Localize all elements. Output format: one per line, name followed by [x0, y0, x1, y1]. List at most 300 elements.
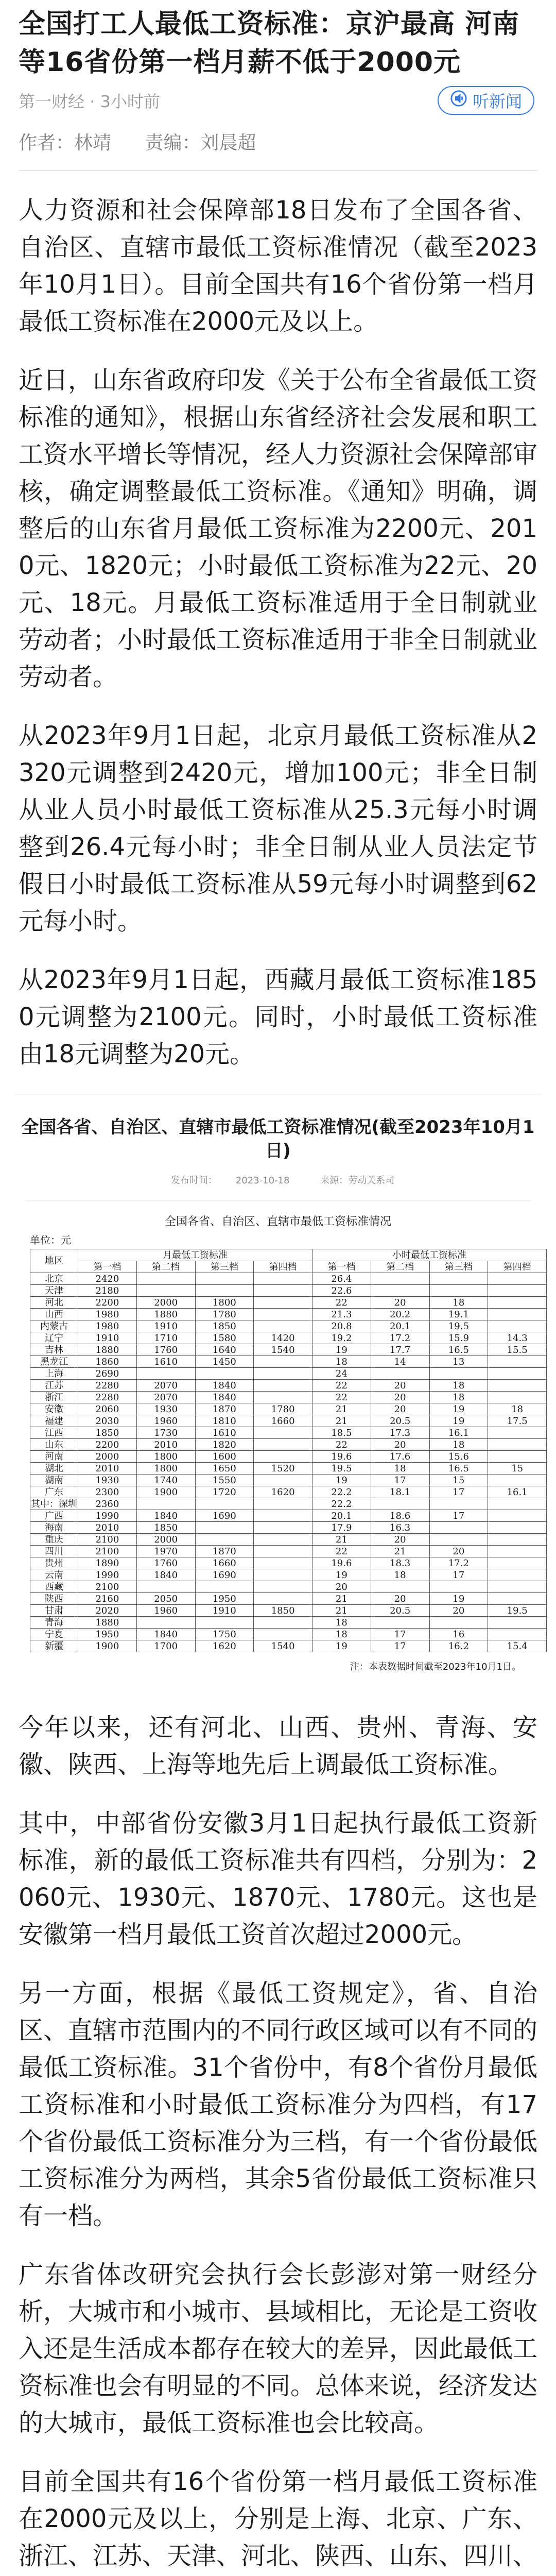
wage-cell: 2280 — [78, 1380, 137, 1392]
wage-cell — [488, 1285, 547, 1297]
wage-cell — [195, 1368, 254, 1380]
wage-cell: 2180 — [78, 1285, 137, 1297]
table-row — [30, 1463, 547, 1475]
wage-cell: 15.4 — [488, 1640, 547, 1652]
meta-separator: · — [90, 92, 95, 111]
col-tier: 第四档 — [254, 1261, 312, 1273]
wage-cell: 18 — [429, 1392, 488, 1403]
wage-cell: 19.2 — [312, 1332, 371, 1344]
wage-cell — [371, 1617, 429, 1629]
wage-cell: 1730 — [136, 1427, 195, 1439]
table-row — [30, 1640, 547, 1652]
wage-cell: 17 — [371, 1475, 429, 1486]
wage-cell: 21.3 — [312, 1309, 371, 1320]
table-unit: 单位：元 — [30, 1234, 71, 1246]
wage-cell — [371, 1581, 429, 1593]
wage-cell — [254, 1617, 312, 1629]
wage-cell — [488, 1309, 547, 1320]
table-row — [30, 1498, 547, 1510]
wage-cell: 19.6 — [312, 1557, 371, 1569]
wage-cell: 15.6 — [429, 1451, 488, 1463]
table-row — [30, 1285, 547, 1297]
wage-cell — [254, 1273, 312, 1285]
region-cell: 河北 — [30, 1297, 78, 1309]
col-tier: 第三档 — [195, 1261, 254, 1273]
wage-cell — [488, 1569, 547, 1581]
wage-cell: 18 — [429, 1380, 488, 1392]
wage-cell — [254, 1368, 312, 1380]
wage-cell: 1540 — [254, 1640, 312, 1652]
wage-cell: 20 — [371, 1392, 429, 1403]
table-row — [30, 1475, 547, 1486]
wage-cell — [195, 1498, 254, 1510]
wage-cell: 1840 — [136, 1569, 195, 1581]
wage-cell — [254, 1297, 312, 1309]
table-row — [30, 1273, 547, 1285]
wage-cell — [429, 1285, 488, 1297]
wage-cell: 1980 — [78, 1309, 137, 1320]
wage-cell — [254, 1285, 312, 1297]
table-row — [30, 1380, 547, 1392]
table-row — [30, 1309, 547, 1320]
region-cell: 山西 — [30, 1309, 78, 1320]
wage-cell: 2000 — [78, 1451, 137, 1463]
wage-cell — [488, 1546, 547, 1557]
wage-cell: 20 — [371, 1297, 429, 1309]
wage-cell: 17.5 — [488, 1415, 547, 1427]
wage-cell: 20 — [371, 1593, 429, 1605]
wage-cell: 1880 — [136, 1309, 195, 1320]
wage-cell — [488, 1629, 547, 1640]
wage-cell: 2200 — [78, 1297, 137, 1309]
wage-cell — [488, 1392, 547, 1403]
wage-cell — [429, 1617, 488, 1629]
wage-cell: 2020 — [78, 1605, 137, 1617]
wage-cell — [488, 1451, 547, 1463]
region-cell: 重庆 — [30, 1534, 78, 1546]
wage-cell — [488, 1581, 547, 1593]
article-meta — [19, 87, 537, 114]
author: 作者：林靖 — [19, 132, 112, 154]
wage-cell — [195, 1534, 254, 1546]
wage-cell: 1990 — [78, 1510, 137, 1522]
wage-cell: 1850 — [195, 1320, 254, 1332]
publish-label: 发布时间： — [170, 1175, 217, 1186]
wage-cell — [488, 1380, 547, 1392]
wage-cell: 1950 — [195, 1593, 254, 1605]
region-cell: 宁夏 — [30, 1629, 78, 1640]
wage-cell: 1650 — [195, 1463, 254, 1475]
region-cell: 山东 — [30, 1439, 78, 1451]
wage-cell: 1980 — [78, 1320, 137, 1332]
wage-table-image[interactable] — [14, 1094, 542, 1673]
wage-cell: 17 — [371, 1640, 429, 1652]
wage-cell: 21 — [312, 1415, 371, 1427]
region-cell: 福建 — [30, 1415, 78, 1427]
table-row — [30, 1629, 547, 1640]
wage-cell: 26.4 — [312, 1273, 371, 1285]
wage-cell — [195, 1581, 254, 1593]
wage-cell: 1740 — [136, 1475, 195, 1486]
wage-cell: 1900 — [78, 1640, 137, 1652]
col-tier: 第一档 — [78, 1261, 137, 1273]
wage-cell: 1800 — [136, 1451, 195, 1463]
table-row — [30, 1368, 547, 1380]
wage-cell: 1600 — [195, 1451, 254, 1463]
listen-news-button[interactable] — [438, 86, 534, 115]
wage-cell: 1760 — [136, 1557, 195, 1569]
paragraph: 其中，中部省份安徽3月1日起执行最低工资新标准，新的最低工资标准共有四档，分别为：2060元、1930元、1870元、1780元。这也是安徽第一档月最低工资首次超过2000元。 — [19, 1809, 537, 1949]
wage-cell: 18.6 — [371, 1510, 429, 1522]
wage-cell — [488, 1498, 547, 1510]
wage-cell — [136, 1581, 195, 1593]
wage-cell — [371, 1273, 429, 1285]
wage-cell: 20 — [312, 1581, 371, 1593]
wage-cell — [254, 1392, 312, 1403]
wage-cell: 20.2 — [371, 1309, 429, 1320]
wage-cell — [371, 1368, 429, 1380]
wage-cell: 15.5 — [488, 1344, 547, 1356]
table-row — [30, 1534, 547, 1546]
wage-cell — [254, 1522, 312, 1534]
wage-cell: 1550 — [195, 1475, 254, 1486]
wage-cell — [254, 1546, 312, 1557]
paragraph: 人力资源和社会保障部18日发布了全国各省、自治区、直辖市最低工资标准情况（截至2023年10月1日）。目前全国共有16个省份第一档月最低工资标准在2000元及以上。 — [19, 196, 537, 336]
wage-cell: 1750 — [195, 1629, 254, 1640]
wage-cell: 16.5 — [429, 1344, 488, 1356]
region-cell: 吉林 — [30, 1344, 78, 1356]
paragraph: 另一方面，根据《最低工资规定》，省、自治区、直辖市范围内的不同行政区域可以有不同的最低工资标准。31个省份中，有8个省份月最低工资标准和小时最低工资标准分为四档，有17个省份最低工资标准分为三档，有一个省份最低工资标准分为两档，其余5省份最低工资标准只有一档。 — [19, 1979, 538, 2230]
wage-cell — [429, 1273, 488, 1285]
wage-cell: 17.9 — [312, 1522, 371, 1534]
wage-cell: 1910 — [78, 1332, 137, 1344]
wage-cell: 19 — [312, 1569, 371, 1581]
wage-cell: 18.1 — [371, 1486, 429, 1498]
author-line — [19, 132, 537, 155]
wage-cell: 1850 — [78, 1427, 137, 1439]
wage-cell: 1660 — [195, 1557, 254, 1569]
wage-cell: 1970 — [136, 1546, 195, 1557]
col-tier: 第四档 — [488, 1261, 547, 1273]
wage-cell — [488, 1557, 547, 1569]
wage-cell: 1660 — [254, 1415, 312, 1427]
table-row — [30, 1617, 547, 1629]
wage-cell: 1870 — [195, 1403, 254, 1415]
table-row — [30, 1451, 547, 1463]
wage-cell: 20.1 — [312, 1510, 371, 1522]
col-tier: 第一档 — [312, 1261, 371, 1273]
table-row — [30, 1320, 547, 1332]
wage-cell: 16.2 — [429, 1640, 488, 1652]
wage-cell: 21 — [312, 1605, 371, 1617]
table-row — [30, 1344, 547, 1356]
wage-cell: 2360 — [78, 1498, 137, 1510]
paragraph: 广东省体改研究会执行会长彭澎对第一财经分析，大城市和小城市、县域相比，无论是工资收入还是生活成本都存在较大的差异，因此最低工资标准也会有明显的不同。总体来说，经济发达的大城市，最低工资标准也会比较高。 — [19, 2260, 538, 2437]
table-row — [30, 1546, 547, 1557]
wage-cell: 2000 — [136, 1534, 195, 1546]
region-cell: 湖北 — [30, 1463, 78, 1475]
col-tier: 第三档 — [429, 1261, 488, 1273]
wage-cell — [371, 1285, 429, 1297]
wage-cell: 21 — [371, 1546, 429, 1557]
wage-table-body — [30, 1273, 547, 1652]
wage-cell: 1840 — [195, 1392, 254, 1403]
col-tier: 第二档 — [136, 1261, 195, 1273]
region-cell: 甘肃 — [30, 1605, 78, 1617]
wage-cell: 1620 — [254, 1486, 312, 1498]
wage-cell — [488, 1320, 547, 1332]
wage-cell: 2060 — [78, 1403, 137, 1415]
wage-cell: 17 — [429, 1486, 488, 1498]
wage-cell: 1620 — [195, 1640, 254, 1652]
wage-cell: 18 — [371, 1463, 429, 1475]
paragraph: 从2023年9月1日起，西藏月最低工资标准1850元调整为2100元。同时，小时最低工资标准由18元调整为20元。 — [19, 965, 537, 1069]
wage-cell — [371, 1498, 429, 1510]
wage-cell: 1610 — [195, 1427, 254, 1439]
region-cell: 北京 — [30, 1273, 78, 1285]
wage-cell — [488, 1617, 547, 1629]
wage-cell: 2030 — [78, 1415, 137, 1427]
wage-cell — [429, 1522, 488, 1534]
wage-cell: 1710 — [136, 1332, 195, 1344]
wage-cell: 1860 — [78, 1356, 137, 1368]
wage-cell — [488, 1439, 547, 1451]
table-row — [30, 1392, 547, 1403]
wage-cell — [488, 1593, 547, 1605]
wage-cell: 1840 — [136, 1629, 195, 1640]
wage-cell: 1850 — [136, 1522, 195, 1534]
wage-cell: 19 — [429, 1403, 488, 1415]
table-row — [30, 1510, 547, 1522]
region-cell: 陕西 — [30, 1593, 78, 1605]
wage-cell: 1990 — [78, 1569, 137, 1581]
table-row — [30, 1557, 547, 1569]
wage-table — [30, 1249, 547, 1652]
wage-cell: 22.2 — [312, 1486, 371, 1498]
table-row — [30, 1403, 547, 1415]
wage-cell: 2200 — [78, 1439, 137, 1451]
region-cell: 四川 — [30, 1546, 78, 1557]
wage-cell — [254, 1629, 312, 1640]
wage-cell: 1780 — [254, 1403, 312, 1415]
wage-cell: 17.7 — [371, 1344, 429, 1356]
wage-cell: 21 — [312, 1534, 371, 1546]
region-cell: 内蒙古 — [30, 1320, 78, 1332]
wage-cell: 1850 — [254, 1605, 312, 1617]
wage-cell — [488, 1522, 547, 1534]
wage-cell: 1760 — [136, 1344, 195, 1356]
wage-cell — [195, 1522, 254, 1534]
wage-cell: 19.1 — [429, 1309, 488, 1320]
wage-cell: 1960 — [136, 1415, 195, 1427]
wage-cell: 2280 — [78, 1392, 137, 1403]
paragraph: 今年以来，还有河北、山西、贵州、青海、安徽、陕西、上海等地先后上调最低工资标准。 — [19, 1713, 537, 1779]
wage-cell: 1780 — [195, 1309, 254, 1320]
wage-cell: 20.5 — [371, 1415, 429, 1427]
wage-cell: 1880 — [78, 1344, 137, 1356]
region-cell: 其中：深圳 — [31, 1498, 77, 1510]
wage-cell: 18 — [429, 1439, 488, 1451]
wage-cell — [429, 1368, 488, 1380]
wage-cell — [488, 1427, 547, 1439]
table-row — [30, 1522, 547, 1534]
wage-cell: 17 — [429, 1569, 488, 1581]
table-row — [30, 1605, 547, 1617]
region-cell: 天津 — [30, 1285, 78, 1297]
wage-cell: 24 — [312, 1368, 371, 1380]
wage-cell: 16.5 — [429, 1463, 488, 1475]
wage-cell: 19.5 — [488, 1605, 547, 1617]
table-row — [30, 1415, 547, 1427]
wage-cell — [136, 1498, 195, 1510]
wage-cell: 18.3 — [371, 1557, 429, 1569]
wage-cell: 21 — [312, 1403, 371, 1415]
region-cell: 广西 — [30, 1510, 78, 1522]
wage-cell — [429, 1581, 488, 1593]
wage-cell: 1580 — [195, 1332, 254, 1344]
wage-cell — [254, 1439, 312, 1451]
table-row — [30, 1297, 547, 1309]
col-monthly: 月最低工资标准 — [78, 1249, 312, 1261]
table-row — [30, 1332, 547, 1344]
wage-cell: 2070 — [136, 1392, 195, 1403]
wage-cell: 2100 — [78, 1534, 137, 1546]
wage-cell — [254, 1534, 312, 1546]
wage-cell: 17.2 — [371, 1332, 429, 1344]
wage-cell — [254, 1510, 312, 1522]
region-cell: 贵州 — [30, 1557, 78, 1569]
figure-meta — [14, 1173, 542, 1187]
article-source[interactable]: 第一财经 — [19, 92, 85, 111]
wage-cell: 1960 — [136, 1605, 195, 1617]
table-row — [30, 1486, 547, 1498]
region-cell: 河南 — [30, 1451, 78, 1463]
wage-cell: 18 — [429, 1297, 488, 1309]
wage-cell — [254, 1475, 312, 1486]
wage-cell: 2100 — [78, 1546, 137, 1557]
wage-cell: 2100 — [78, 1581, 137, 1593]
wage-cell: 22 — [312, 1439, 371, 1451]
wage-cell: 21 — [312, 1593, 371, 1605]
region-cell: 江苏 — [30, 1380, 78, 1392]
wage-cell: 15 — [429, 1475, 488, 1486]
wage-cell: 14.3 — [488, 1332, 547, 1344]
wage-cell — [254, 1581, 312, 1593]
publish-date: 2023-10-18 — [235, 1175, 290, 1186]
wage-cell: 2420 — [78, 1273, 137, 1285]
col-hourly: 小时最低工资标准 — [312, 1249, 547, 1261]
wage-cell — [254, 1380, 312, 1392]
wage-cell: 1880 — [78, 1617, 137, 1629]
wage-cell: 19.5 — [429, 1320, 488, 1332]
region-cell: 安徽 — [30, 1403, 78, 1415]
wage-cell — [195, 1273, 254, 1285]
table-row — [30, 1356, 547, 1368]
wage-cell: 22 — [312, 1297, 371, 1309]
region-cell: 新疆 — [30, 1640, 78, 1652]
wage-cell: 20.1 — [371, 1320, 429, 1332]
wage-cell: 1900 — [136, 1486, 195, 1498]
wage-cell: 20 — [371, 1439, 429, 1451]
wage-cell: 1690 — [195, 1569, 254, 1581]
wage-cell: 19 — [312, 1640, 371, 1652]
paragraph: 目前全国共有16个省份第一档月最低工资标准在2000元及以上，分别是上海、北京、广东、浙江、江苏、天津、河北、陕西、山东、四川、 — [19, 2467, 538, 2570]
table-row — [30, 1581, 547, 1593]
wage-cell — [488, 1368, 547, 1380]
region-cell: 江西 — [30, 1427, 78, 1439]
wage-cell — [254, 1557, 312, 1569]
wage-cell: 1610 — [136, 1356, 195, 1368]
region-cell: 黑龙江 — [30, 1356, 78, 1368]
wage-cell — [254, 1498, 312, 1510]
wage-cell: 1420 — [254, 1332, 312, 1344]
wage-cell: 22 — [312, 1546, 371, 1557]
wage-cell: 15.9 — [429, 1332, 488, 1344]
wage-cell — [254, 1427, 312, 1439]
wage-cell — [488, 1273, 547, 1285]
wage-cell: 1890 — [78, 1557, 137, 1569]
region-cell: 西藏 — [30, 1581, 78, 1593]
wage-cell: 2300 — [78, 1486, 137, 1498]
wage-cell: 15 — [488, 1463, 547, 1475]
wage-cell: 18 — [488, 1403, 547, 1415]
wage-cell: 1910 — [195, 1605, 254, 1617]
wage-cell: 16 — [429, 1629, 488, 1640]
wage-cell — [195, 1285, 254, 1297]
wage-cell: 1870 — [195, 1546, 254, 1557]
region-cell: 浙江 — [30, 1392, 78, 1403]
wage-cell: 19 — [429, 1593, 488, 1605]
wage-cell: 20.8 — [312, 1320, 371, 1332]
wage-cell: 2050 — [136, 1593, 195, 1605]
wage-cell — [488, 1297, 547, 1309]
wage-cell: 18 — [312, 1629, 371, 1640]
article-title: 全国打工人最低工资标准：京沪最高 河南等16省份第一档月薪不低于2000元 — [19, 9, 520, 78]
wage-cell: 16.1 — [488, 1486, 547, 1498]
listen-label: 听新闻 — [472, 92, 522, 111]
wage-cell: 2690 — [78, 1368, 137, 1380]
wage-cell: 1820 — [195, 1439, 254, 1451]
table-title: 全国各省、自治区、直辖市最低工资标准情况 — [164, 1215, 391, 1228]
wage-cell: 1910 — [136, 1320, 195, 1332]
region-cell: 广东 — [30, 1486, 78, 1498]
wage-cell: 1930 — [136, 1403, 195, 1415]
region-cell: 辽宁 — [30, 1332, 78, 1344]
wage-cell — [488, 1356, 547, 1368]
region-cell: 青海 — [30, 1617, 78, 1629]
region-cell: 湖南 — [30, 1475, 78, 1486]
wage-cell: 20 — [371, 1534, 429, 1546]
wage-cell: 22 — [312, 1380, 371, 1392]
wage-cell: 1540 — [254, 1344, 312, 1356]
region-cell: 海南 — [30, 1522, 78, 1534]
wage-cell — [488, 1534, 547, 1546]
wage-cell: 17.2 — [429, 1557, 488, 1569]
wage-cell: 18 — [312, 1356, 371, 1368]
wage-cell — [254, 1593, 312, 1605]
wage-cell: 1840 — [195, 1380, 254, 1392]
wage-cell: 14 — [371, 1356, 429, 1368]
wage-cell: 1520 — [254, 1463, 312, 1475]
wage-cell: 19.6 — [312, 1451, 371, 1463]
wage-cell: 1640 — [195, 1344, 254, 1356]
wage-cell: 1810 — [195, 1415, 254, 1427]
wage-cell — [254, 1356, 312, 1368]
wage-cell — [254, 1451, 312, 1463]
wage-cell: 1840 — [136, 1510, 195, 1522]
wage-cell — [136, 1273, 195, 1285]
wage-cell: 19 — [429, 1415, 488, 1427]
